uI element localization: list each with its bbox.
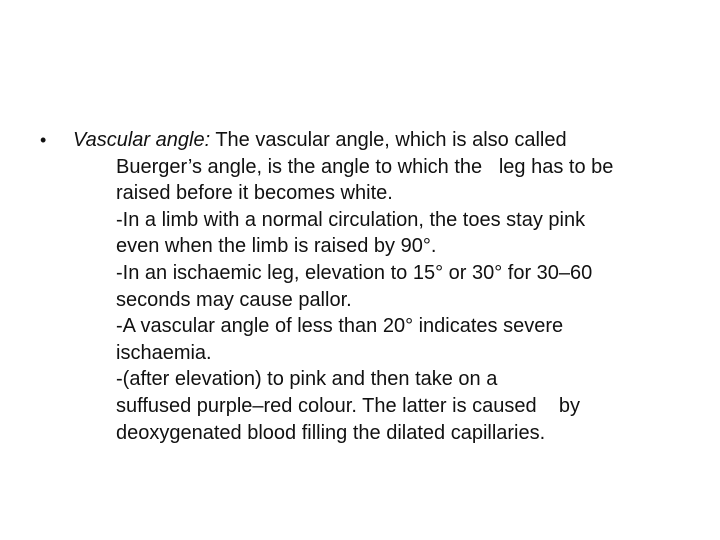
bullet-line: The vascular angle, which is also called (210, 129, 567, 151)
bullet-line: -A vascular angle of less than 20° indicates severe (116, 315, 564, 338)
bullet-line: -In an ischaemic leg, elevation to 15° or 30° for 30–60 (116, 262, 593, 284)
bullet-line: ischaemia. (116, 341, 212, 364)
bullet-line: -In a limb with a normal circulation, the toes stay pink (116, 208, 586, 231)
bullet-line: deoxygenated blood filling the dilated capillaries. (116, 421, 546, 444)
bullet-term: Vascular angle: (73, 129, 211, 151)
bullet-line: raised before it becomes white. (116, 182, 393, 205)
bullet-line: even when the limb is raised by 90°. (116, 235, 437, 258)
bullet-marker: • (40, 130, 47, 150)
bullet-line: seconds may cause pallor. (116, 288, 352, 311)
bullet-line: suffused purple–red colour. The latter is caused by (116, 395, 580, 417)
bullet-line: Buerger’s angle, is the angle to which the leg has to be (116, 155, 614, 178)
bullet-line: -(after elevation) to pink and then take on a (116, 368, 498, 391)
bullet-first-line (73, 127, 567, 154)
